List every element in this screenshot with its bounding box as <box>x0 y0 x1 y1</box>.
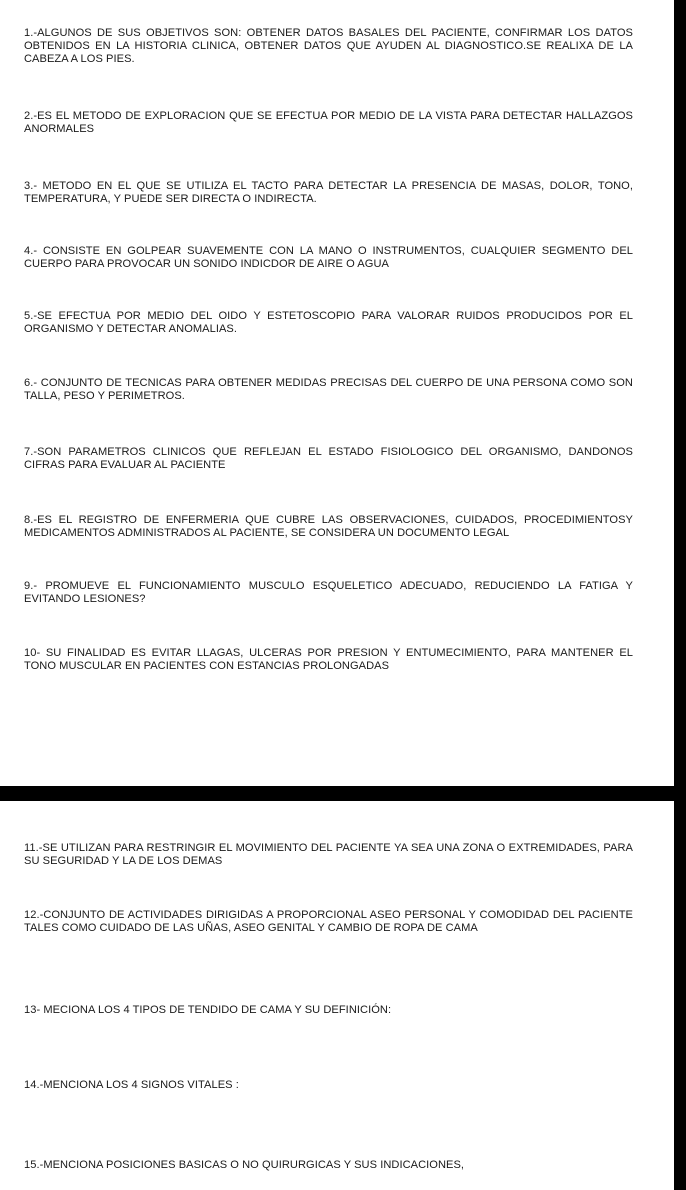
question-13: 13- MECIONA LOS 4 TIPOS DE TENDIDO DE CAMA Y SU DEFINICIÓN: <box>24 1004 392 1016</box>
question-8: 8.-ES EL REGISTRO DE ENFERMERIA QUE CUBRE LAS OBSERVACIONES, CUIDADOS, PROCEDIMIENTOSY MEDICAMENTOS ADMINISTRADOS AL PACIENTE, SE CONSIDERA UN DOCUMENTO LEGAL <box>24 514 633 539</box>
question-7: 7.-SON PARAMETROS CLINICOS QUE REFLEJAN EL ESTADO FISIOLOGICO DEL ORGANISMO, DANDONOS CIFRAS PARA EVALUAR AL PACIENTE <box>24 446 633 471</box>
question-9: 9.- PROMUEVE EL FUNCIONAMIENTO MUSCULO ESQUELETICO ADECUADO, REDUCIENDO LA FATIGA Y EVITANDO LESIONES? <box>24 580 633 605</box>
question-12: 12.-CONJUNTO DE ACTIVIDADES DIRIGIDAS A PROPORCIONAL ASEO PERSONAL Y COMODIDAD DEL PACIENTE TALES COMO CUIDADO DE LAS UÑAS, ASEO GENITAL Y CAMBIO DE ROPA DE CAMA <box>24 909 633 934</box>
question-6: 6.- CONJUNTO DE TECNICAS PARA OBTENER MEDIDAS PRECISAS DEL CUERPO DE UNA PERSONA COMO SON TALLA, PESO Y PERIMETROS. <box>24 377 633 402</box>
question-1: 1.-ALGUNOS DE SUS OBJETIVOS SON: OBTENER DATOS BASALES DEL PACIENTE, CONFIRMAR LOS DATOS OBTENIDOS EN LA HISTORIA CLINICA, OBTENER DATOS QUE AYUDEN AL DIAGNOSTICO.SE REALIXA DE LA CABEZA A LOS PIES. <box>24 27 633 65</box>
question-11: 11.-SE UTILIZAN PARA RESTRINGIR EL MOVIMIENTO DEL PACIENTE YA SEA UNA ZONA O EXTREMIDADES, PARA SU SEGURIDAD Y LA DE LOS DEMAS <box>24 842 633 867</box>
question-10: 10- SU FINALIDAD ES EVITAR LLAGAS, ULCERAS POR PRESION Y ENTUMECIMIENTO, PARA MANTENER EL TONO MUSCULAR EN PACIENTES CON ESTANCIAS PROLONGADAS <box>24 647 633 672</box>
question-15: 15.-MENCIONA POSICIONES BASICAS O NO QUIRURGICAS Y SUS INDICACIONES, <box>24 1159 465 1171</box>
document-page-2 <box>0 801 674 1190</box>
question-3: 3.- METODO EN EL QUE SE UTILIZA EL TACTO PARA DETECTAR LA PRESENCIA DE MASAS, DOLOR, TONO, TEMPERATURA, Y PUEDE SER DIRECTA O INDIRECTA. <box>24 180 633 205</box>
question-5: 5.-SE EFECTUA POR MEDIO DEL OIDO Y ESTETOSCOPIO PARA VALORAR RUIDOS PRODUCIDOS POR EL ORGANISMO Y DETECTAR ANOMALIAS. <box>24 310 633 335</box>
question-4: 4.- CONSISTE EN GOLPEAR SUAVEMENTE CON LA MANO O INSTRUMENTOS, CUALQUIER SEGMENTO DEL CUERPO PARA PROVOCAR UN SONIDO INDICDOR DE AIRE O AGUA <box>24 245 633 270</box>
question-14: 14.-MENCIONA LOS 4 SIGNOS VITALES : <box>24 1079 239 1091</box>
question-2: 2.-ES EL METODO DE EXPLORACION QUE SE EFECTUA POR MEDIO DE LA VISTA PARA DETECTAR HALLAZGOS ANORMALES <box>24 110 633 135</box>
